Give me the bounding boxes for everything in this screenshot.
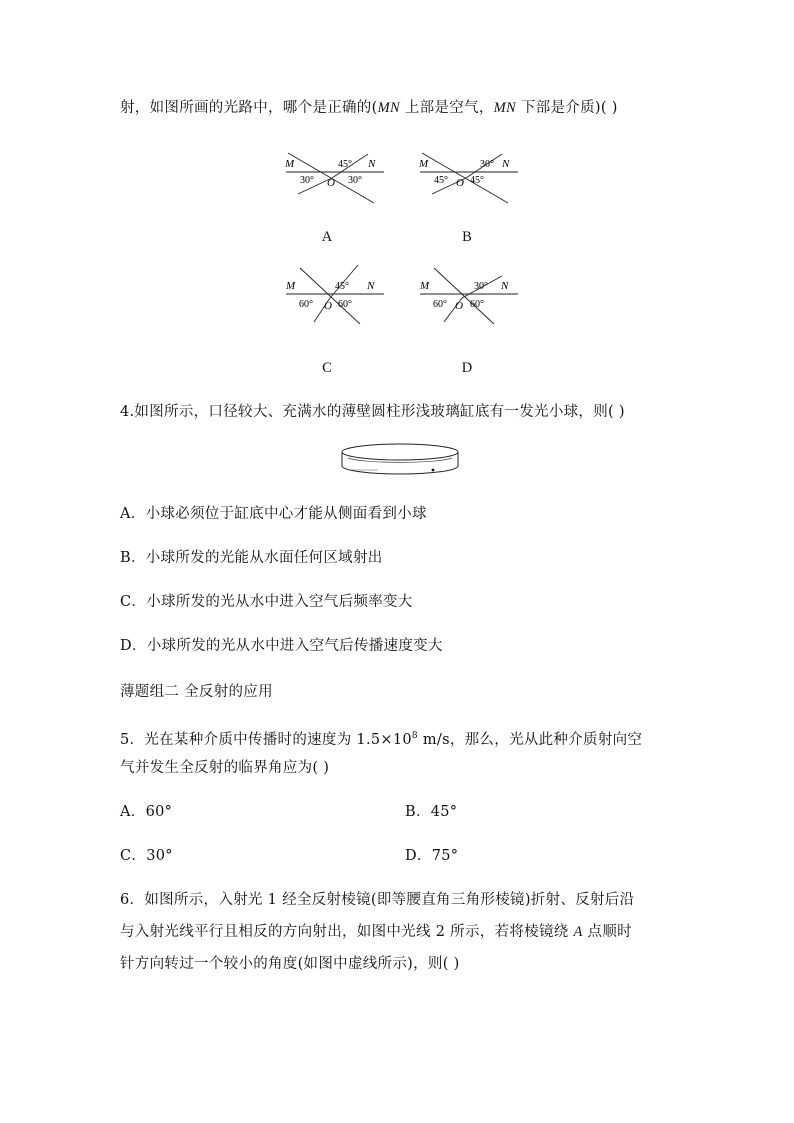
figure-a-o: O bbox=[327, 177, 335, 189]
glass-tank-figure bbox=[338, 440, 462, 480]
figure-a-angle-1: 45° bbox=[338, 159, 352, 170]
figure-d-label: D bbox=[461, 360, 473, 376]
q5-stem-line1 bbox=[120, 726, 642, 750]
figure-d-angle-3: 60° bbox=[470, 299, 484, 310]
figure-a-label: A bbox=[321, 229, 333, 245]
figure-b-o: O bbox=[456, 177, 464, 189]
q3-stem-prefix: 射，如图所画的光路中，哪个是正确的( bbox=[120, 100, 378, 116]
q5-stem-exponent: 8 bbox=[411, 731, 418, 741]
figure-b bbox=[414, 150, 524, 210]
q5-option-b: B．45° bbox=[405, 804, 458, 820]
q6-line1: 6．如图所示，入射光 1 经全反射棱镜(即等腰直角三角形棱镜)折射、反射后沿 bbox=[120, 892, 635, 908]
figure-b-n: N bbox=[502, 158, 510, 170]
figure-d bbox=[414, 262, 524, 328]
q4-option-d: D．小球所发的光从水中进入空气后传播速度变大 bbox=[120, 638, 443, 654]
q3-stem-mid1: 上部是空气， bbox=[399, 100, 494, 116]
figure-b-m: M bbox=[419, 158, 429, 170]
q3-stem-mid2: 下部是介质)( ) bbox=[516, 100, 618, 116]
q3-stem bbox=[120, 98, 618, 118]
q4-stem: 4.如图所示，口径较大、充满水的薄壁圆柱形浅玻璃缸底有一发光小球，则( ) bbox=[120, 404, 625, 420]
figure-b-angle-2: 45° bbox=[434, 175, 448, 186]
q4-option-a: A．小球必须位于缸底中心才能从侧面看到小球 bbox=[120, 506, 427, 522]
q3-mn-label-2: MN bbox=[493, 100, 516, 116]
figure-c-o: O bbox=[324, 300, 332, 312]
q5-option-a: A．60° bbox=[120, 804, 173, 820]
figure-a-angle-2: 30° bbox=[300, 175, 314, 186]
q6-line2-prefix: 与入射光线平行且相反的方向射出，如图中光线 2 所示，若将棱镜绕 bbox=[120, 924, 574, 940]
figure-c-m: M bbox=[286, 280, 296, 292]
q5-stem-line2: 气并发生全反射的临界角应为( ) bbox=[120, 760, 330, 776]
q5-option-d: D．75° bbox=[405, 848, 459, 864]
q6-line2 bbox=[120, 922, 632, 942]
figure-d-n: N bbox=[501, 280, 509, 292]
q6-point-a: A bbox=[573, 924, 583, 940]
q5-stem-suffix: m/s，那么，光从此种介质射向空 bbox=[417, 732, 643, 748]
q6-line2-suffix: 点顺时 bbox=[582, 924, 632, 940]
q4-option-b: B．小球所发的光能从水面任何区域射出 bbox=[120, 550, 383, 566]
figure-c bbox=[280, 262, 390, 328]
figure-c-label: C bbox=[322, 360, 332, 376]
figure-c-n: N bbox=[367, 280, 375, 292]
figure-d-angle-2: 60° bbox=[433, 299, 447, 310]
figure-a-angle-3: 30° bbox=[348, 175, 362, 186]
q5-option-c: C．30° bbox=[120, 848, 173, 864]
figure-b-label: B bbox=[462, 229, 472, 245]
q6-line3: 针方向转过一个较小的角度(如图中虚线所示)，则( ) bbox=[120, 956, 460, 972]
figure-a bbox=[280, 150, 390, 210]
figure-a-m: M bbox=[285, 158, 295, 170]
figure-a-n: N bbox=[368, 158, 376, 170]
section-title: 薄题组二 全反射的应用 bbox=[120, 684, 273, 700]
figure-d-angle-1: 30° bbox=[474, 281, 488, 292]
q5-stem-prefix: 5．光在某种介质中传播时的速度为 1.5×10 bbox=[120, 732, 412, 748]
figure-c-angle-1: 45° bbox=[335, 281, 349, 292]
figure-b-angle-1: 30° bbox=[480, 159, 494, 170]
figure-d-m: M bbox=[420, 280, 430, 292]
q3-mn-label-1: MN bbox=[377, 100, 400, 116]
figure-d-o: O bbox=[455, 300, 463, 312]
figure-b-angle-3: 45° bbox=[470, 175, 484, 186]
figure-c-angle-2: 60° bbox=[299, 299, 313, 310]
q4-option-c: C．小球所发的光从水中进入空气后频率变大 bbox=[120, 594, 413, 610]
figure-c-angle-3: 60° bbox=[338, 299, 352, 310]
